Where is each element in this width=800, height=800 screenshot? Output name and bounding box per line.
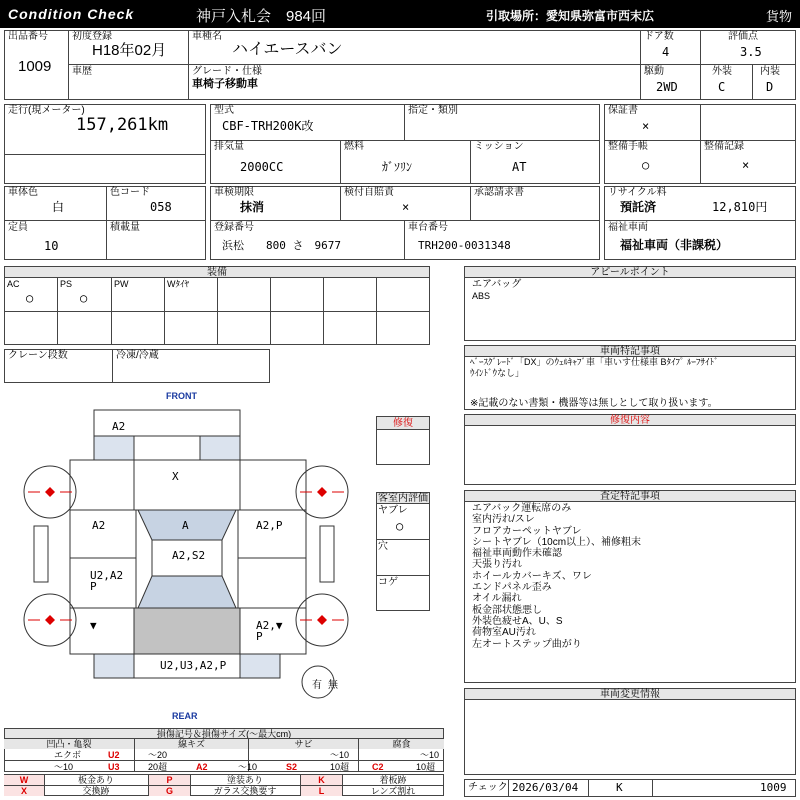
fuel-label: 燃料	[344, 141, 364, 152]
code-p: P	[149, 775, 190, 785]
inspection: 抹消	[240, 200, 265, 214]
loading-label: 積載量	[110, 222, 140, 233]
lot-no-label: 出品番号	[8, 31, 48, 42]
displacement: 2000CC	[240, 160, 284, 174]
legend-dent-r2-size: 20超	[148, 762, 168, 772]
damage-left-rear: U2,A2 P	[90, 569, 124, 593]
mileage: 157,261km	[76, 115, 169, 135]
damage-rear: U2,U3,A2,P	[160, 659, 227, 672]
equip-pw-label: PW	[114, 279, 129, 289]
damage-top: A2	[112, 420, 126, 433]
chassis-label: 車台番号	[408, 222, 448, 233]
legend-rust-code: S2	[286, 762, 298, 772]
legend-group-dent: 凹凸・亀裂	[4, 739, 134, 749]
cabin-tear-mark: ○	[396, 519, 404, 533]
int-grade: D	[766, 80, 774, 94]
color-code-label: 色コード	[110, 187, 150, 198]
manual-label: 整備手帳	[608, 141, 648, 152]
cabin-tear-label: ヤブレ	[378, 505, 408, 516]
welfare-label: 福祉車両	[608, 222, 648, 233]
category: 貨物	[766, 9, 793, 24]
repair-content-header: 修復内容	[464, 414, 796, 426]
code-l: L	[301, 786, 342, 796]
ext-grade: C	[718, 80, 726, 94]
doors-label: ドア数	[644, 31, 674, 42]
drive-label: 駆動	[644, 66, 664, 77]
code-k-desc: 着板跡	[379, 775, 407, 785]
legend-group-scratch: 線キズ	[135, 739, 248, 749]
legend-dent-r1-size: ～20	[148, 750, 168, 760]
inspection-note-line: 荷物室AU汚れ	[472, 627, 536, 639]
cabin-burn-label: コゲ	[378, 577, 398, 588]
auto-tax: ×	[402, 200, 410, 214]
history-label: 車歴	[72, 66, 92, 77]
welfare: 福祉車両（非課税）	[620, 238, 729, 252]
cabin-header: 客室内評価	[378, 493, 428, 504]
score: 3.5	[740, 45, 762, 59]
legend-rust-r1: ～10	[330, 750, 350, 760]
damage-right-rear: A2,▼ P	[256, 619, 283, 643]
inspection-note-line: 外装色疲せA、U、S	[472, 615, 563, 627]
first-reg: H18年02月	[92, 42, 167, 59]
drive: 2WD	[656, 80, 678, 94]
crane-label: クレーン段数	[8, 350, 68, 361]
code-x-desc: 交換跡	[82, 786, 110, 796]
freezer-label: 冷凍/冷蔵	[116, 350, 159, 361]
model-label: 型式	[214, 105, 234, 116]
body-color: 白	[52, 200, 65, 214]
inspection-note-line: 板金部状態悪し	[472, 604, 542, 616]
header-title: Condition Check	[8, 6, 135, 22]
inspection-note-line: 室内汚れ/スレ	[472, 514, 535, 526]
mission: AT	[512, 160, 527, 174]
body-color-label: 車体色	[8, 187, 38, 198]
code-p-desc: 塗装あり	[226, 775, 263, 785]
inspection-note-line: 福祉車両動作未確認	[472, 548, 562, 560]
cabin-hole-label: 穴	[378, 541, 388, 552]
legend-dent-r1-a: エクボ	[54, 750, 82, 760]
inspection-label: 車検期限	[214, 187, 254, 198]
repair-header: 修復	[376, 416, 430, 430]
damage-left-front: A2	[92, 519, 106, 532]
manual: ○	[642, 158, 650, 172]
damage-roof: A2,S2	[172, 549, 206, 562]
grade-label: グレード・仕様	[192, 66, 262, 77]
equip-ps-label: PS	[60, 279, 73, 289]
legend-rust-size: 10超	[330, 762, 350, 772]
damage-left-mark: ▼	[90, 619, 97, 632]
inspection-notes-list	[472, 503, 641, 650]
reg-no-label: 登録番号	[214, 222, 254, 233]
vehicle-notes-header: 車両特記事項	[464, 345, 796, 357]
capacity-label: 定員	[8, 222, 28, 233]
auto-tax-label: 検付自賠責	[344, 187, 394, 198]
record: ×	[742, 158, 750, 172]
legend-scratch-code: A2	[196, 762, 208, 772]
inspection-note-line: フロアカーペットヤブレ	[472, 525, 582, 537]
vehicle-notes-line-2: ｳｲﾝﾄﾞｳなし」	[470, 368, 525, 378]
check-date: 2026/03/04	[512, 781, 579, 794]
vehicle-notes-line-1: ﾍﾞｰｽｸﾞﾚｰﾄﾞ「DX」のｳｪﾙｷｬﾌﾞ車「車いす仕様車 Bﾀｲﾌﾟ ﾙｰﾌｻｲﾄﾞ	[470, 357, 719, 367]
code-w: W	[4, 775, 44, 785]
inspection-note-line: 天張り汚れ	[472, 559, 522, 571]
appeal-header: アピールポイント	[464, 266, 796, 278]
code-l-desc: レンズ割れ	[370, 786, 416, 796]
recycle-status: 預託済	[620, 200, 657, 214]
auction-name: 神戸入札会 984回	[196, 8, 327, 25]
check-code: K	[616, 781, 623, 794]
code-x: X	[4, 786, 44, 796]
repair-content-box	[464, 425, 796, 485]
check-number: 1009	[760, 781, 787, 794]
warranty-label: 保証書	[608, 105, 638, 116]
legend-scratch-size: ～10	[238, 762, 258, 772]
legend-header: 損傷記号＆損傷サイズ(～最大cm)	[4, 728, 444, 739]
inspection-notes-header: 査定特記事項	[464, 490, 796, 502]
fuel: ｶﾞｿﾘﾝ	[382, 160, 413, 174]
legend-dent-r2-a: ～10	[54, 762, 74, 772]
lot-no: 1009	[18, 58, 52, 75]
score-label: 評価点	[728, 31, 758, 42]
inspection-note-line: エアバック運転席のみ	[472, 503, 572, 514]
inspection-note-line: エンドパネル歪み	[472, 582, 552, 594]
inspection-note-line: オイル漏れ	[472, 593, 522, 605]
capacity: 10	[44, 239, 59, 253]
inspection-note-line: ホイールカバーキズ、ワレ	[472, 570, 592, 582]
code-g: G	[149, 786, 190, 796]
recycle-amount: 12,810円	[712, 200, 768, 214]
legend-corr-r1: ～10	[420, 750, 440, 760]
designation-label: 指定・類別	[408, 105, 458, 116]
equipment-header: 装備	[4, 266, 430, 278]
legend-dent-r2-code: U3	[108, 762, 120, 772]
mileage-label: 走行(現メーター)	[8, 105, 85, 116]
damage-hood: X	[172, 470, 179, 483]
ext-label: 外装	[712, 66, 732, 77]
code-g-desc: ガラス交換要す	[213, 786, 277, 796]
inspection-note-line: 左オートステップ曲がり	[472, 638, 582, 650]
displacement-label: 排気量	[214, 141, 244, 152]
first-reg-label: 初度登録	[72, 31, 112, 42]
approval-label: 承認請求書	[474, 187, 524, 198]
vehicle-notes-footer: ※記載のない書類・機器等は無しとして取り扱います。	[470, 398, 718, 409]
legend-corr-size: 10超	[416, 762, 436, 772]
spare-tire-yes: 有	[312, 680, 322, 691]
front-label: FRONT	[166, 391, 197, 401]
chassis: TRH200-0031348	[418, 239, 511, 252]
code-k: K	[301, 775, 342, 785]
doors: 4	[662, 45, 670, 59]
mission-label: ミッション	[474, 141, 524, 152]
legend-dent-r1-code: U2	[108, 750, 120, 760]
repair-box	[376, 429, 430, 465]
damage-windshield: A	[182, 519, 189, 532]
spare-tire-none: 無	[328, 680, 338, 691]
equip-ps-mark: ○	[80, 291, 88, 305]
reg-no: 浜松 800 さ 9677	[222, 239, 341, 252]
model: CBF-TRH200K改	[222, 119, 314, 133]
warranty: ×	[642, 119, 650, 133]
inspection-note-line: シートヤブレ（10cm以上）、補修粗末	[472, 536, 642, 548]
car-name-label: 車種名	[192, 31, 222, 42]
int-label: 内装	[760, 66, 780, 77]
color-code: 058	[150, 200, 172, 214]
legend-group-corrosion: 腐食	[359, 739, 444, 749]
rear-label: REAR	[172, 711, 198, 721]
legend-corr-code: C2	[372, 762, 384, 772]
equip-wtire-label: Wﾀｲﾔ	[167, 279, 189, 289]
damage-right-front: A2,P	[256, 519, 283, 532]
appeal-line-2: ABS	[472, 291, 491, 301]
change-info-box	[464, 699, 796, 775]
equip-ac-mark: ○	[26, 291, 34, 305]
recycle-label: リサイクル料	[608, 187, 667, 198]
code-w-desc: 板金あり	[77, 775, 114, 785]
check-label: チェック	[468, 782, 508, 793]
change-info-header: 車両変更情報	[464, 688, 796, 700]
grade: 車椅子移動車	[192, 78, 258, 90]
car-name: ハイエースバン	[232, 41, 343, 58]
legend-group-rust: サビ	[249, 739, 358, 749]
record-label: 整備記録	[704, 141, 744, 152]
appeal-line-1: エアバッグ	[472, 279, 522, 290]
pickup-location: 引取場所：愛知県弥富市西末広	[486, 9, 655, 23]
equip-ac-label: AC	[7, 279, 20, 289]
